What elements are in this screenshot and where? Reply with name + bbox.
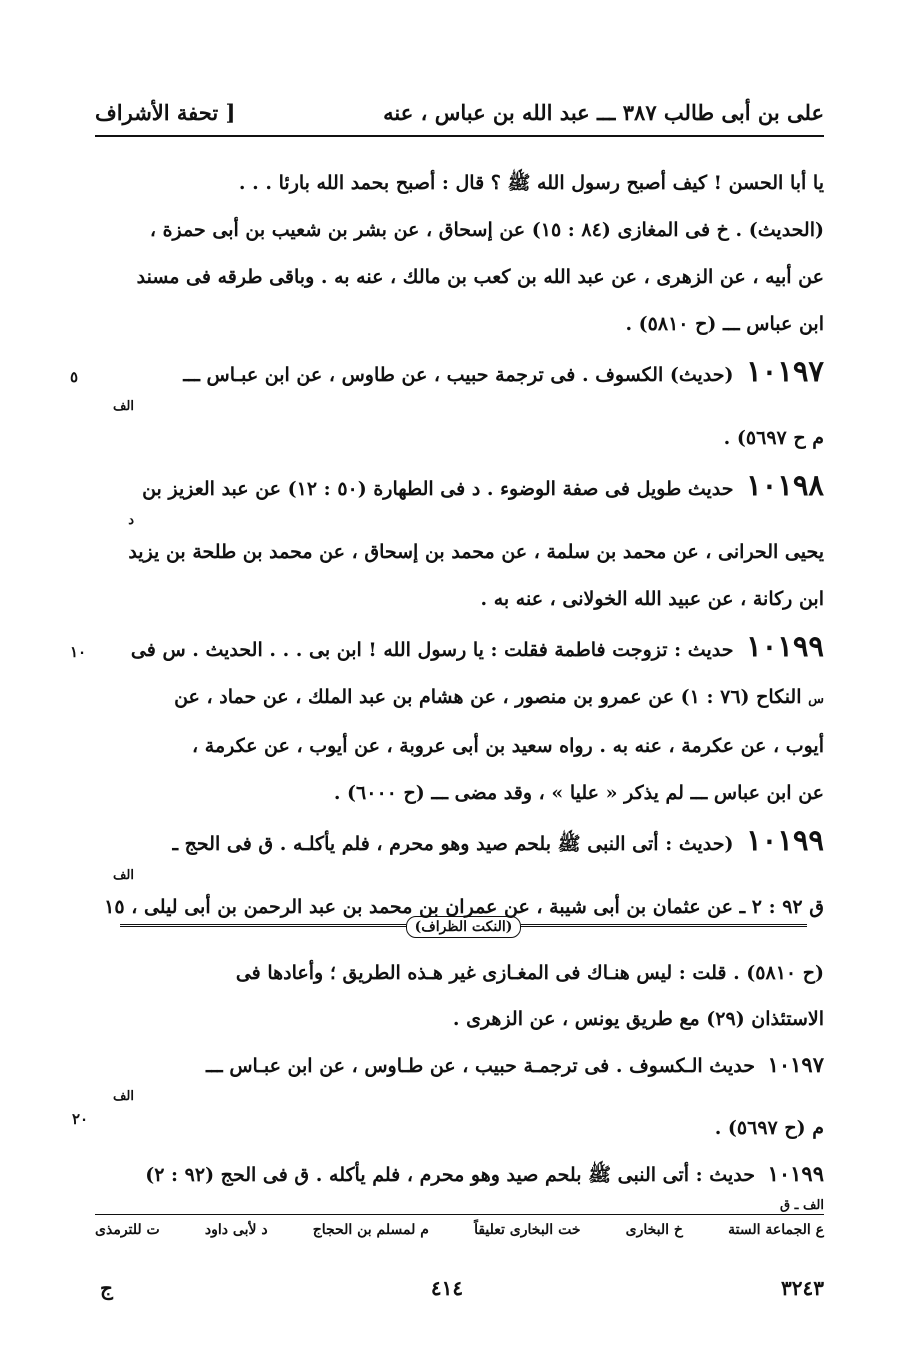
- footnote-rule: [95, 1214, 824, 1215]
- text-line: ق ٩٢ : ٢ ـ عن عثمان بن أبى شيبة ، عن عمران بن محمد بن عبد الرحمن بن أبى ليلى ، ١٥: [104, 896, 824, 918]
- text-line: الاستئذان (٢٩) مع طريق يونس ، عن الزهرى .: [452, 1008, 824, 1030]
- entry-number: ١٠١٩٩: [767, 1161, 824, 1186]
- page-footer: [100, 1270, 824, 1306]
- entry-text: حديث الـكسوف . فى ترجمـة حبيب ، عن طـاوس ، عن ابن عبـاس ـــ: [206, 1055, 755, 1077]
- manuscript-siglum: الف: [112, 868, 134, 883]
- entry-text: (حديث) الكسوف . فى ترجمة حبيب ، عن طاوس ، عن ابن عبـاس ـــ: [183, 364, 734, 386]
- divider-rule: [521, 924, 807, 930]
- header-rule: [95, 135, 824, 137]
- hadith-entry: [72, 348, 824, 462]
- divider-rule: [120, 924, 406, 930]
- text-line: م (ح ٥٦٩٧) .: [714, 1117, 824, 1139]
- hadith-entry: [72, 462, 824, 623]
- abbreviation-item: ت للترمذى: [95, 1222, 160, 1238]
- entry-number: ١٠١٩٩: [746, 823, 824, 857]
- manuscript-siglum: الف: [112, 1089, 134, 1104]
- text-line: يا أبا الحسن ! كيف أصبح رسول الله ﷺ ؟ قال : أصبح بحمد الله بارئا . . .: [238, 172, 824, 194]
- text-line: ابن عباس ـــ (ح ٥٨١٠) .: [625, 313, 824, 335]
- margin-line-number: ١٠: [70, 643, 87, 661]
- text-line: عن ابن عباس ـــ لم يذكر « عليا » ، وقد مضى ـــ (ح ٦٠٠٠) .: [333, 782, 824, 804]
- entry-number: ١٠١٩٧: [746, 354, 824, 388]
- text-line: [72, 462, 824, 513]
- main-text: [72, 160, 824, 931]
- text-line: يحيى الحرانى ، عن محمد بن سلمة ، عن محمد بن إسحاق ، عن محمد بن طلحة بن يزيد: [128, 541, 824, 563]
- text-line: (الحديث) . خ فى المغازى (٨٤ : ١٥) عن إسحاق ، عن بشر بن شعيب بن أبى حمزة ،: [149, 219, 824, 241]
- margin-line-number: ٥: [70, 368, 79, 386]
- abbreviation-item: خ البخارى: [625, 1222, 683, 1238]
- notes-section: [95, 950, 824, 1214]
- abbreviation-item: د لأبى داود: [204, 1222, 268, 1238]
- abbreviation-item: م لمسلم بن الحجاج: [312, 1222, 429, 1238]
- text-line: أيوب ، عن عكرمة ، عنه به . رواه سعيد بن أبى عروبة ، عن أيوب ، عن عكرمة ،: [192, 735, 824, 757]
- signature-mark: ج: [100, 1276, 113, 1300]
- manuscript-siglum: الف: [112, 399, 134, 414]
- text-line: [95, 1151, 824, 1198]
- note-paragraph: [95, 950, 824, 1042]
- hadith-entry: [72, 623, 824, 817]
- margin-line-number: ٢٠: [72, 1110, 89, 1128]
- text-line: م ح ٥٦٩٧) .: [723, 427, 824, 449]
- text-line: عن أبيه ، عن الزهرى ، عن عبد الله بن كعب بن مالك ، عنه به . وباقى طرقه فى مسند: [136, 266, 824, 288]
- entry-text: (حديث : أتى النبى ﷺ بلحم صيد وهو محرم ، فلم يأكلـه . ق فى الحج ـ: [172, 833, 734, 855]
- section-divider: [120, 912, 807, 942]
- text-line: (ح ٥٨١٠) . قلت : ليس هنـاك فى المغـازى غير هـذه الطريق ؛ وأعادها فى: [235, 962, 824, 984]
- abbreviation-item: خت البخارى تعليقاً: [474, 1222, 581, 1238]
- text-line: [72, 817, 824, 868]
- entry-text: حديث : أتى النبى ﷺ بلحم صيد وهو محرم ، فلم يأكله . ق فى الحج (٩٢ : ٢): [145, 1164, 755, 1186]
- entry-number: ١٠١٩٩: [746, 629, 824, 663]
- entry-number: ١٠١٩٨: [746, 468, 824, 502]
- volume-page-number: ٣٢٤٣: [781, 1276, 824, 1300]
- header-left: [ تحفة الأشراف: [95, 99, 236, 125]
- continuation-paragraph: [72, 160, 824, 348]
- text-line: ابن ركانة ، عن عبيد الله الخولانى ، عنه به .: [480, 588, 824, 610]
- entry-text: حديث : تزوجت فاطمة فقلت : يا رسول الله ! ابن بى . . . الحديث . س فى: [130, 639, 734, 661]
- text-line: [72, 623, 824, 674]
- page-number: ٤١٤: [430, 1276, 464, 1300]
- entry-text: حديث طويل فى صفة الوضوء . د فى الطهارة (٥٠ : ١٢) عن عبد العزيز بن: [142, 478, 734, 500]
- manuscript-siglum: د: [128, 513, 134, 528]
- abbreviation-key: [95, 1222, 824, 1252]
- entry-number: ١٠١٩٧: [767, 1052, 824, 1077]
- note-entry: [95, 1042, 824, 1151]
- abbreviation-item: ع الجماعة الستة: [728, 1222, 824, 1238]
- manuscript-siglum: الف ـ ق: [780, 1198, 824, 1213]
- text-line: [95, 1042, 824, 1089]
- note-entry: [95, 1151, 824, 1214]
- entry-text: النكاح (٧٦ : ١) عن عمرو بن منصور ، عن هشام بن عبد الملك ، عن حماد ، عن: [174, 686, 802, 708]
- running-header: [95, 92, 824, 132]
- divider-label: (النكت الظراف): [406, 916, 522, 938]
- header-right: على بن أبى طالب ٣٨٧ ـــ عبد الله بن عباس ، عنه: [383, 99, 824, 125]
- text-line: [72, 348, 824, 399]
- text-line: [72, 674, 824, 723]
- manuscript-siglum: س: [808, 692, 824, 707]
